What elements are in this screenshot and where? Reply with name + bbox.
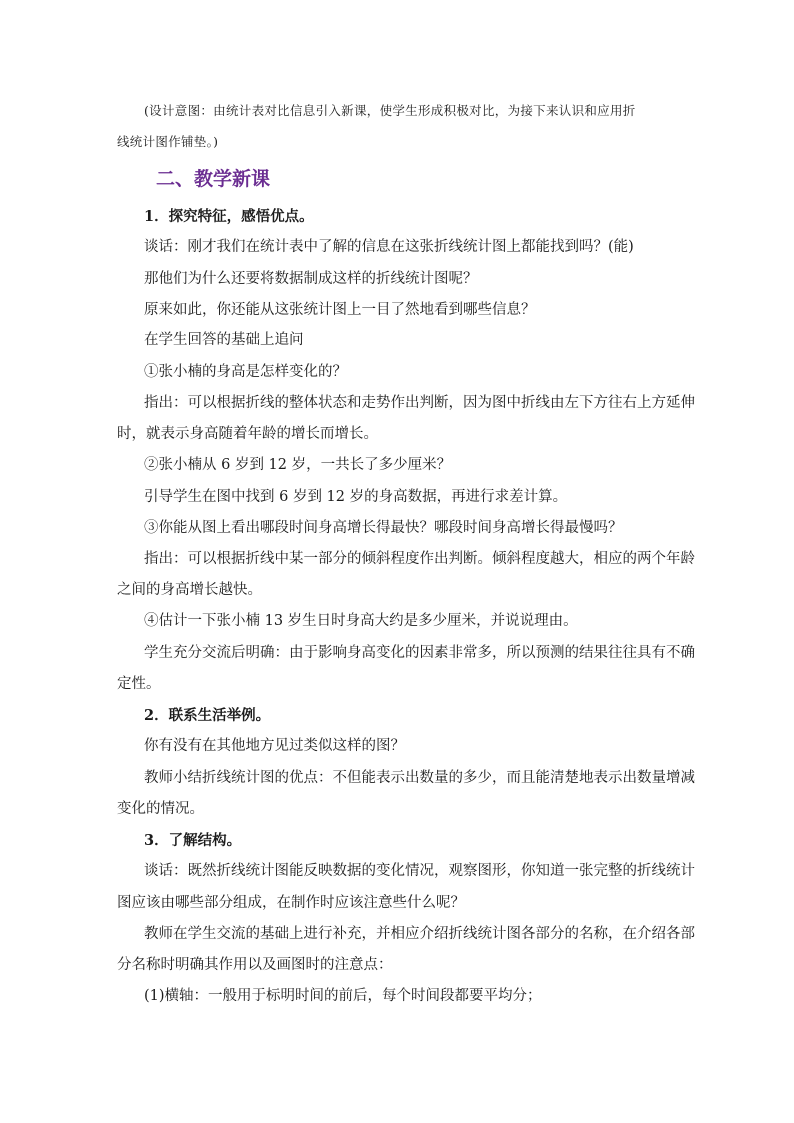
part1-note-4-line-2: 定性。 [117, 676, 161, 692]
part1-note-4-line-1: 学生充分交流后明确：由于影响身高变化的因素非常多，所以预测的结果往往具有不确 [144, 645, 695, 661]
part1-note-1-line-2: 时，就表示身高随着年龄的增长而增长。 [117, 426, 378, 442]
part1-note-3-line-1: 指出：可以根据折线中某一部分的倾斜程度作出判断。倾斜程度越大，相应的两个年龄 [144, 551, 695, 567]
part1-note-3-line-2: 之间的身高增长越快。 [117, 582, 262, 598]
design-note-line-2: 线统计图作铺垫。) [117, 134, 219, 149]
part1-item-2: ②张小楠从 6 岁到 12 岁，一共长了多少厘米？ [144, 457, 452, 473]
part3-teacher-line-1: 教师在学生交流的基础上进行补充，并相应介绍折线统计图各部分的名称，在介绍各部 [144, 926, 695, 942]
part2-summary-line-2: 变化的情况。 [117, 801, 204, 817]
part1-question-2: 原来如此，你还能从这张统计图上一目了然地看到哪些信息？ [144, 302, 536, 318]
part3-talk-line-1: 谈话：既然折线统计图能反映数据的变化情况，观察图形，你知道一张完整的折线统计 [144, 863, 695, 879]
part3-teacher-line-2: 分名称时明确其作用以及画图时的注意点： [117, 957, 393, 973]
part2-question: 你有没有在其他地方见过类似这样的图？ [144, 738, 405, 754]
part1-question-1: 那他们为什么还要将数据制成这样的折线统计图呢？ [144, 271, 478, 287]
part1-followup: 在学生回答的基础上追问 [144, 332, 304, 348]
part1-note-1-line-1: 指出：可以根据折线的整体状态和走势作出判断，因为图中折线由左下方往右上方延伸 [144, 395, 695, 411]
part1-item-3: ③你能从图上看出哪段时间身高增长得最快？哪段时间身高增长得最慢吗？ [144, 520, 623, 536]
part1-talk: 谈话：刚才我们在统计表中了解的信息在这张折线统计图上都能找到吗？(能) [144, 239, 634, 255]
part1-item-1: ①张小楠的身高是怎样变化的？ [144, 364, 347, 380]
section-heading: 二、教学新课 [156, 168, 271, 190]
part3-title: 3．了解结构。 [144, 832, 242, 849]
part1-guide: 引导学生在图中找到 6 岁到 12 岁的身高数据，再进行求差计算。 [144, 489, 568, 505]
part3-axis-item: (1)横轴：一般用于标明时间的前后，每个时间段都要平均分； [144, 988, 542, 1004]
part1-item-4: ④估计一下张小楠 13 岁生日时身高大约是多少厘米，并说说理由。 [144, 613, 578, 629]
part2-title: 2．联系生活举例。 [144, 707, 271, 724]
part3-talk-line-2: 图应该由哪些部分组成，在制作时应该注意些什么呢？ [117, 895, 465, 911]
part1-title: 1．探究特征，感悟优点。 [144, 208, 314, 225]
part2-summary-line-1: 教师小结折线统计图的优点：不但能表示出数量的多少，而且能清楚地表示出数量增减 [144, 770, 695, 786]
design-note-line-1: (设计意图：由统计表对比信息引入新课，使学生形成积极对比，为接下来认识和应用折 [144, 103, 636, 118]
